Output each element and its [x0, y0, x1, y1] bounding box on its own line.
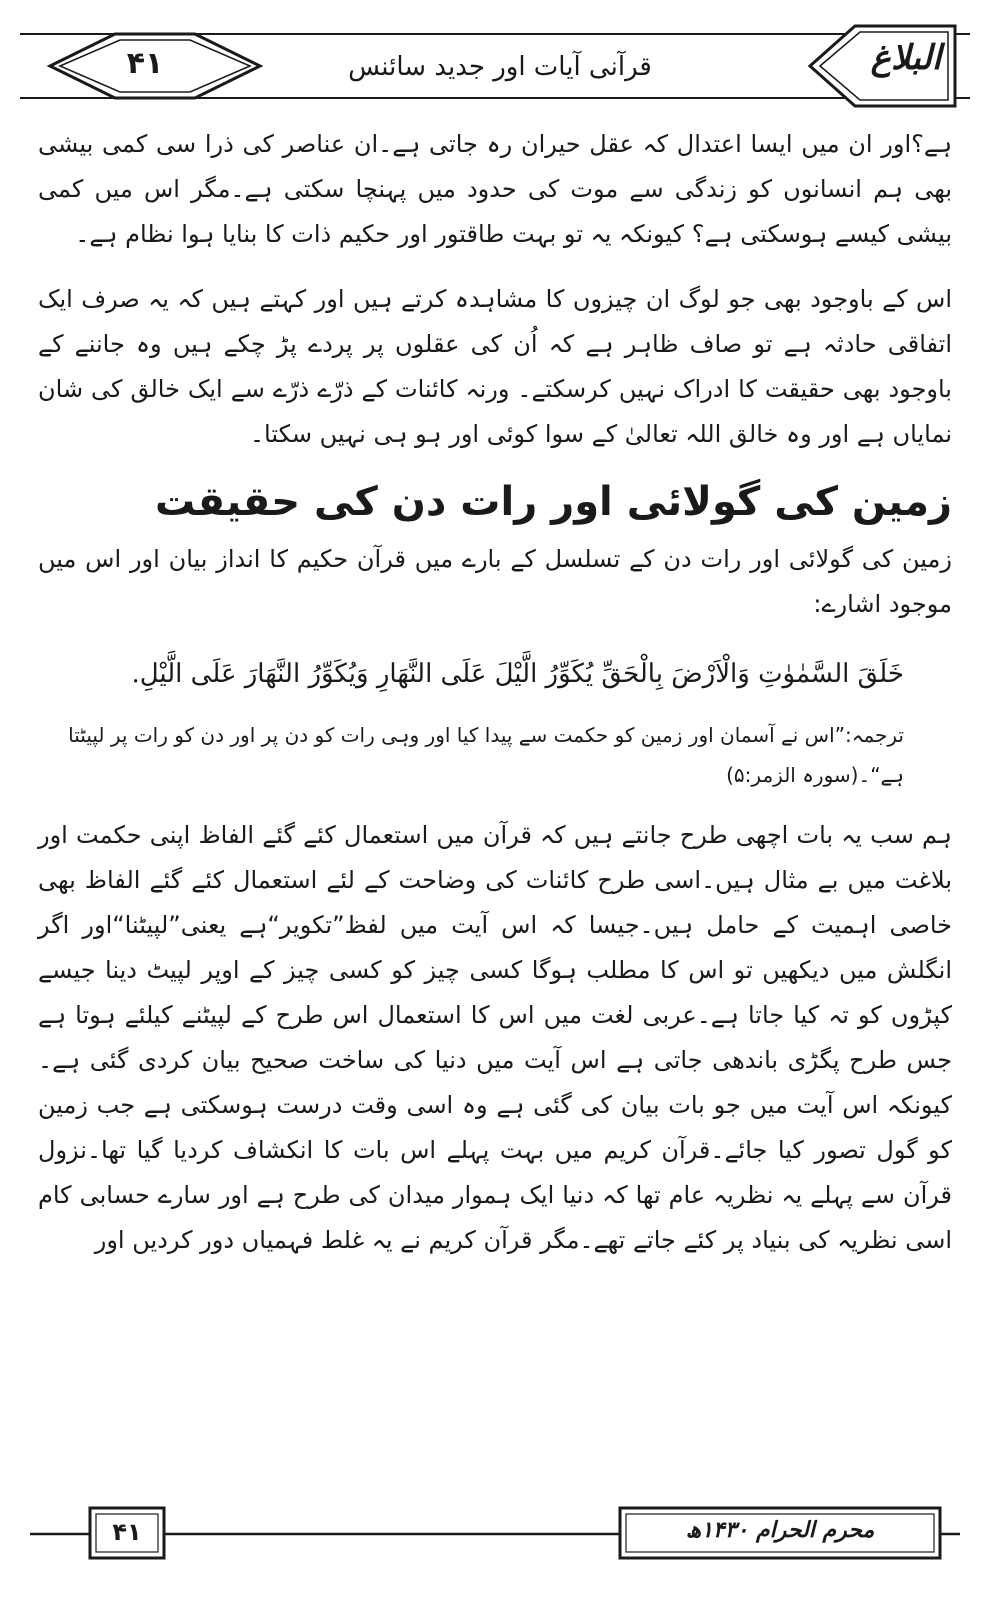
verse-translation: ترجمہ:”اس نے آسمان اور زمین کو حکمت سے پیدا کیا اور وہی رات کو دن پر اور دن کو رات پر لپیٹتا ہے“۔(سورہ الزمر:۵) — [68, 723, 904, 787]
paragraph-2: اس کے باوجود بھی جو لوگ ان چیزوں کا مشاہدہ کرتے ہیں اور کہتے ہیں کہ یہ صرف ایک اتفاقی حادثہ ہے تو صاف ظاہر ہے کہ اُن کی عقلوں پر پردے پڑ چکے ہیں وہ جاننے کے باوجود بھی حقیقت کا ادراک نہیں کرسکتے۔ ورنہ کائنات کے ذرّے ذرّے سے ایک خالق کی شان نمایاں ہے اور وہ خالق اللہ تعالیٰ کے سوا کوئی اور ہو ہی نہیں سکتا۔ — [38, 285, 952, 448]
magazine-logo: البلاغ — [870, 38, 942, 78]
quran-verse: خَلَقَ السَّمٰوٰتِ وَالْاَرْضَ بِالْحَقِّ يُكَوِّرُ الَّيْلَ عَلَى النَّهَارِ وَيُكَوِّرُ النَّهَارَ عَلَى الَّيْلِ. — [131, 659, 904, 689]
footer-frame — [30, 1504, 960, 1584]
section-intro: زمین کی گولائی اور رات دن کے تسلسل کے بارے میں قرآن حکیم کا انداز بیان اور اس میں موجود اشارے: — [38, 545, 952, 618]
page-footer — [30, 1504, 960, 1584]
page-header — [20, 20, 970, 112]
paragraph-3: ہم سب یہ بات اچھی طرح جانتے ہیں کہ قرآن میں استعمال کئے گئے الفاظ اپنی حکمت اور بلاغت میں بے مثال ہیں۔اسی طرح کائنات کی وضاحت کے لئے استعمال کئے گئے الفاظ بھی خاصی اہمیت کے حامل ہیں۔جیسا کہ اس آیت میں لفظ”تکویر“ہے یعنی”لپیٹنا“اور اگر انگلش میں دیکھیں تو اس کا مطلب ہوگا کسی چیز کو کسی چیز کے اوپر لپیٹ دینا جیسے کپڑوں کو تہ کیا جاتا ہے۔عربی لغت میں اس کا استعمال اس طرح کے لپیٹنے کیلئے ہوتا ہے جس طرح پگڑی باندھی جاتی ہے اس آیت میں دنیا کی ساخت صحیح بیان کردی گئی ہے۔کیونکہ اس آیت میں جو بات بیان کی گئی ہے وہ اسی وقت درست ہوسکتی ہے جب زمین کو گول تصور کیا جائے۔قرآن کریم میں بہت پہلے اس بات کا انکشاف کردیا گیا تھا۔نزول قرآن سے پہلے یہ نظریہ عام تھا کہ دنیا ایک ہموار میدان کی طرح ہے اور سارے حسابی کام اسی نظریہ کی بنیاد پر کئے جاتے تھے۔مگر قرآن کریم نے یہ غلط فہمیاں دور کردیں اور — [38, 821, 952, 1254]
issue-date: محرم الحرام ۱۴۳۰ھ — [685, 1518, 875, 1543]
paragraph-1: ہے؟اور ان میں ایسا اعتدال کہ عقل حیران رہ جاتی ہے۔ان عناصر کی ذرا سی کمی بیشی بھی ہم انسانوں کو زندگی سے موت کی حدود میں پہنچا سکتی ہے۔مگر اس میں کمی بیشی کیسے ہوسکتی ہے؟ کیونکہ یہ تو بہت طاقتور اور حکیم ذات کا بنایا ہوا نظام ہے۔ — [38, 130, 952, 248]
footer-page-number: ۴۱ — [112, 1518, 142, 1546]
header-page-number: ۴۱ — [126, 46, 164, 81]
article-body — [38, 122, 952, 1263]
running-title: قرآنی آیات اور جدید سائنس — [348, 52, 652, 82]
section-heading: زمین کی گولائی اور رات دن کی حقیقت — [155, 479, 952, 525]
